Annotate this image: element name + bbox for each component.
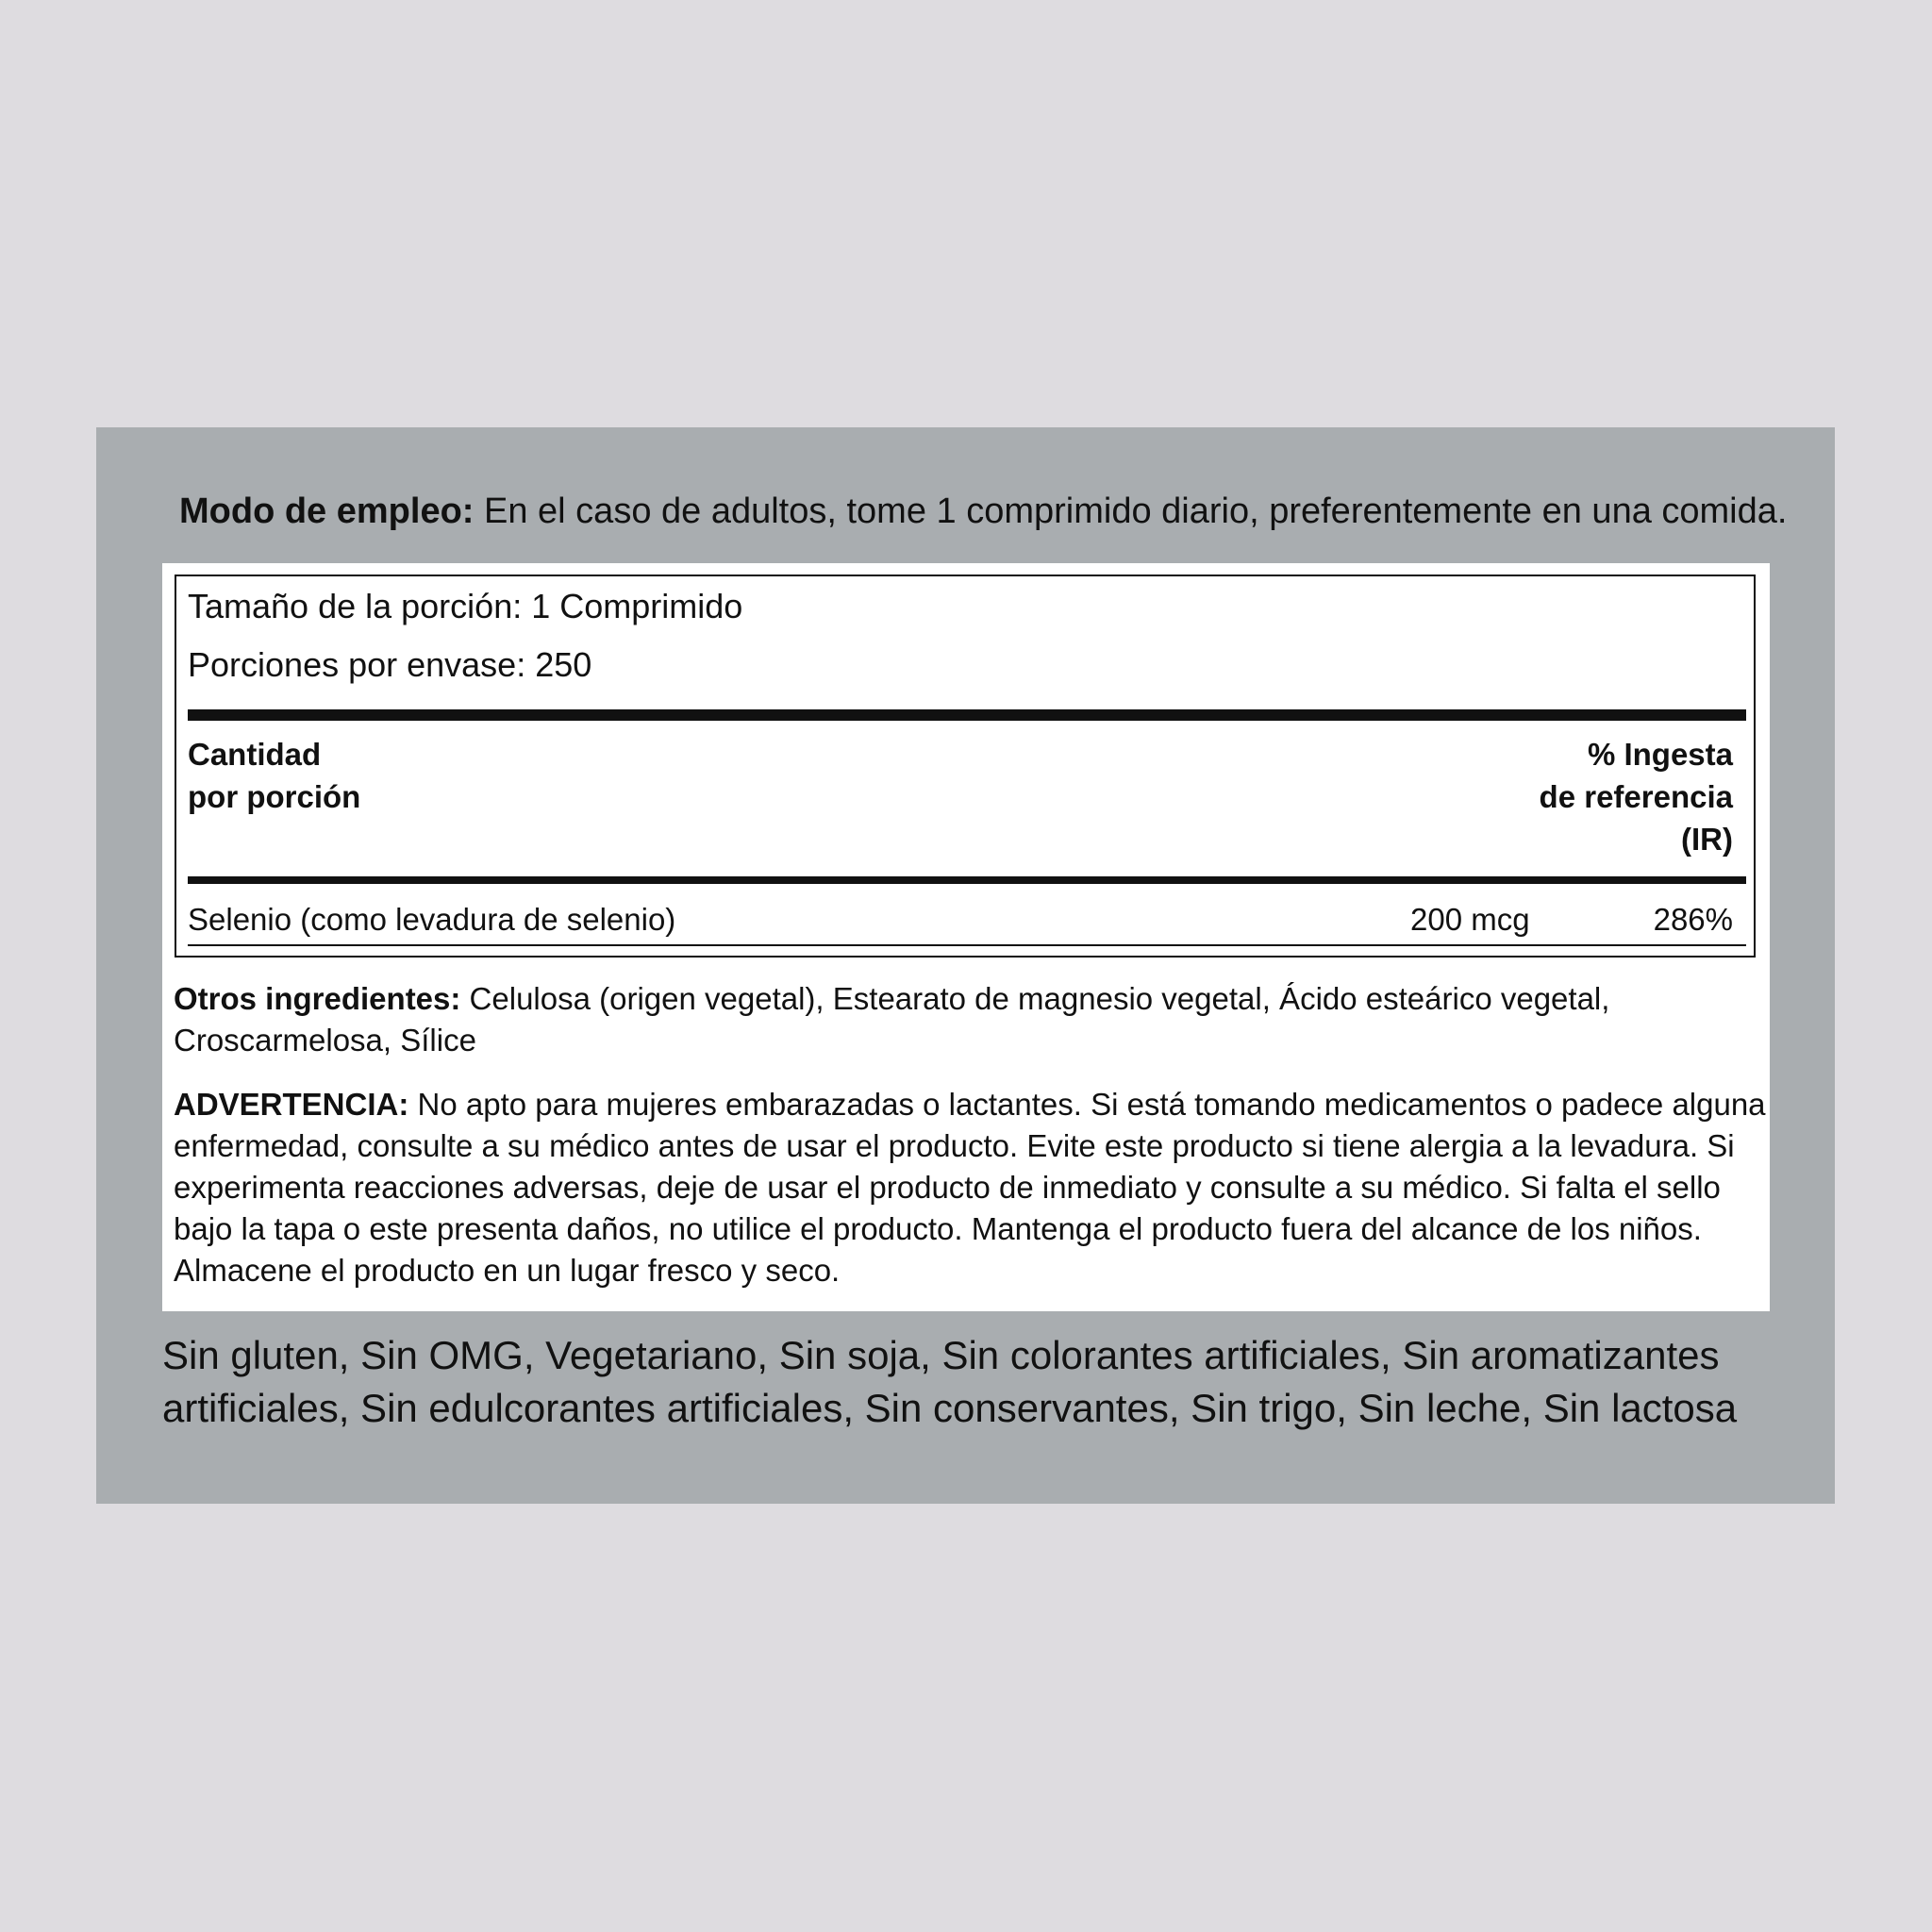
label-panel [96,427,1835,1504]
warning-label: ADVERTENCIA: [174,1087,409,1122]
info-box [162,563,1770,1311]
directions-label: Modo de empleo: [179,491,475,531]
divider-medium [188,876,1746,884]
warning [174,1084,1768,1291]
supplement-facts-table [175,575,1756,958]
reference-intake-header [1540,733,1733,860]
divider-thin [188,944,1746,946]
directions-text: En el caso de adultos, tome 1 comprimido diario, preferentemente en una comida. [474,491,1788,531]
warning-text: No apto para mujeres embarazadas o lactantes. Si está tomando medicamentos o padece alguna enfermedad, consulte a su médico antes de usar el producto. Evite este producto si tiene alergia a la levadura. Si experimenta reacciones adversas, deje de usar el producto de inmediato y consulte a su médico. Si falta el sello bajo la tapa o este presenta daños, no utilice el producto. Mantenga el producto fuera del alcance de los niños. Almacene el producto en un lugar fresco y seco. [174,1087,1766,1288]
header-right-line1: % Ingesta [1587,737,1733,772]
other-ingredients-text: Celulosa (origen vegetal), Estearato de magnesio vegetal, Ácido esteárico vegetal, Croscarmelosa, Sílice [174,981,1610,1058]
header-right-line2: de referencia [1539,779,1733,814]
header-right-line3: (IR) [1681,822,1733,857]
directions [179,490,1788,533]
nutrient-percent: 286% [1653,902,1733,937]
other-ingredients [174,978,1768,1061]
serving-size: Tamaño de la porción: 1 Comprimido [188,587,743,625]
nutrient-name: Selenio (como levadura de selenio) [188,902,676,937]
free-from-claims: Sin gluten, Sin OMG, Vegetariano, Sin soja, Sin colorantes artificiales, Sin aromatizantes artificiales, Sin edulcorantes artificiales, Sin conservantes, Sin trigo, Sin leche, Sin lactosa [162,1333,1738,1430]
servings-per-container: Porciones por envase: 250 [188,645,592,684]
nutrient-amount: 200 mcg [1410,902,1530,937]
divider-thick [188,709,1746,721]
other-ingredients-label: Otros ingredientes: [174,981,461,1016]
header-left-line1: Cantidad [188,737,322,772]
header-left-line2: por porción [188,779,361,814]
amount-per-serving-header [188,733,360,818]
